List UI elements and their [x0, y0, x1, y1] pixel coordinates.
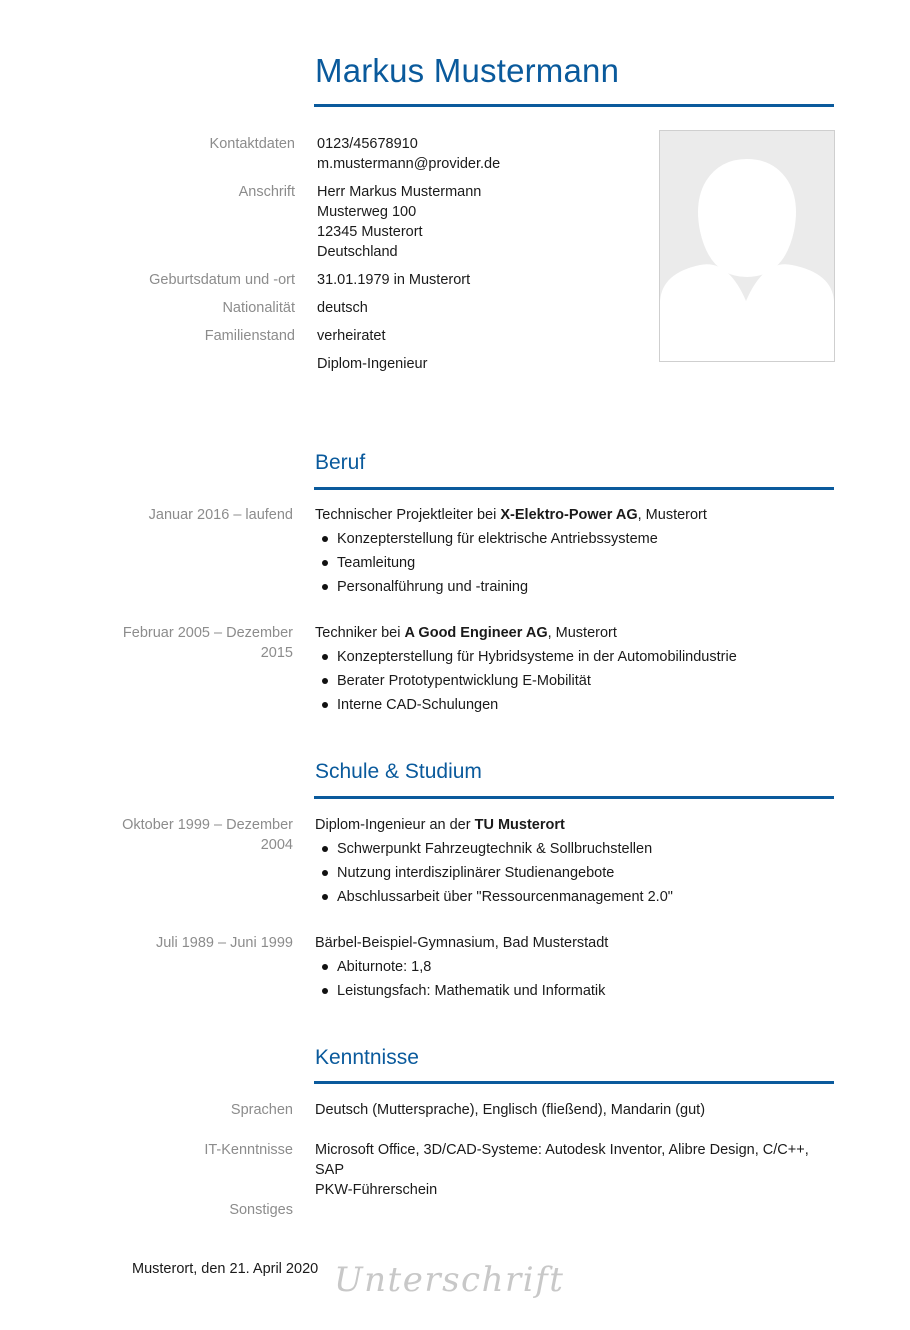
section-divider: [314, 487, 834, 490]
email-value: m.mustermann@provider.de: [317, 156, 501, 172]
entry-date: Januar 2016 – laufend: [148, 507, 293, 523]
birth-value: 31.01.1979 in Musterort: [317, 272, 471, 288]
entry-org: X-Elektro-Power AG: [500, 507, 638, 523]
place-date: Musterort, den 21. April 2020: [132, 1261, 319, 1277]
nationality-label: Nationalität: [222, 300, 295, 316]
entry-date: Oktober 1999 – Dezember 2004: [122, 817, 293, 853]
signature: Unterschrift: [334, 1260, 565, 1300]
skill-value-languages: Deutsch (Muttersprache), Englisch (fließend), Mandarin (gut): [315, 1102, 706, 1118]
nationality-value: deutsch: [317, 300, 368, 316]
job-entry: [315, 505, 835, 601]
avatar-silhouette-icon: [660, 131, 834, 361]
list-item: Konzepterstellung für Hybridsysteme in der Automobilindustrie: [315, 647, 835, 667]
family-label: Familienstand: [204, 328, 295, 344]
address-line: Deutschland: [317, 244, 398, 260]
skill-label-it: IT-Kenntnisse: [204, 1142, 293, 1158]
section-divider: [314, 796, 834, 799]
list-item: Abiturnote: 1,8: [315, 957, 835, 977]
education-entry: [315, 933, 835, 1005]
list-item: Schwerpunkt Fahrzeugtechnik & Sollbruchstellen: [315, 839, 835, 859]
skill-label-languages: Sprachen: [230, 1102, 293, 1118]
entry-title: Technischer Projektleiter bei X-Elektro-Power AG, Musterort: [315, 507, 707, 523]
section-heading-kenntnisse: Kenntnisse: [315, 1046, 419, 1069]
list-item: Teamleitung: [315, 553, 835, 573]
phone-value: 0123/45678910: [317, 136, 418, 152]
address-label: Anschrift: [238, 184, 295, 200]
skill-value-it: Microsoft Office, 3D/CAD-Systeme: Autodesk Inventor, Alibre Design, C/C++, SAP: [315, 1142, 809, 1178]
list-item: Konzepterstellung für elektrische Antriebssysteme: [315, 529, 835, 549]
section-heading-beruf: Beruf: [315, 451, 366, 474]
list-item: Interne CAD-Schulungen: [315, 695, 835, 715]
list-item: Abschlussarbeit über "Ressourcenmanagement 2.0": [315, 887, 835, 907]
degree-value: Diplom-Ingenieur: [317, 356, 428, 372]
entry-date: Februar 2005 – Dezember 2015: [122, 625, 293, 661]
address-line: Herr Markus Mustermann: [317, 184, 482, 200]
entry-title: Bärbel-Beispiel-Gymnasium, Bad Musterstadt: [315, 935, 609, 951]
address-line: Musterweg 100: [317, 204, 417, 220]
education-entry: [315, 815, 835, 911]
entry-title: Diplom-Ingenieur an der TU Musterort: [315, 817, 565, 833]
list-item: Nutzung interdisziplinärer Studienangebote: [315, 863, 835, 883]
profile-photo-placeholder: [659, 130, 835, 362]
list-item: Berater Prototypentwicklung E-Mobilität: [315, 671, 835, 691]
entry-title: Techniker bei A Good Engineer AG, Musterort: [315, 625, 617, 641]
entry-date: Juli 1989 – Juni 1999: [155, 935, 293, 951]
skill-label-other: Sonstiges: [229, 1202, 293, 1218]
birth-label: Geburtsdatum und -ort: [149, 272, 295, 288]
contact-label: Kontaktdaten: [209, 136, 295, 152]
job-entry: [315, 623, 835, 719]
list-item: Personalführung und -training: [315, 577, 835, 597]
page-title: Markus Mustermann: [315, 52, 620, 89]
section-divider: [314, 1081, 834, 1084]
title-divider: [314, 104, 834, 107]
entry-org: TU Musterort: [474, 817, 565, 833]
family-value: verheiratet: [317, 328, 386, 344]
list-item: Leistungsfach: Mathematik und Informatik: [315, 981, 835, 1001]
skill-value-other: PKW-Führerschein: [315, 1182, 438, 1198]
entry-org: A Good Engineer AG: [404, 625, 548, 641]
section-heading-schule: Schule & Studium: [315, 760, 482, 783]
address-line: 12345 Musterort: [317, 224, 423, 240]
